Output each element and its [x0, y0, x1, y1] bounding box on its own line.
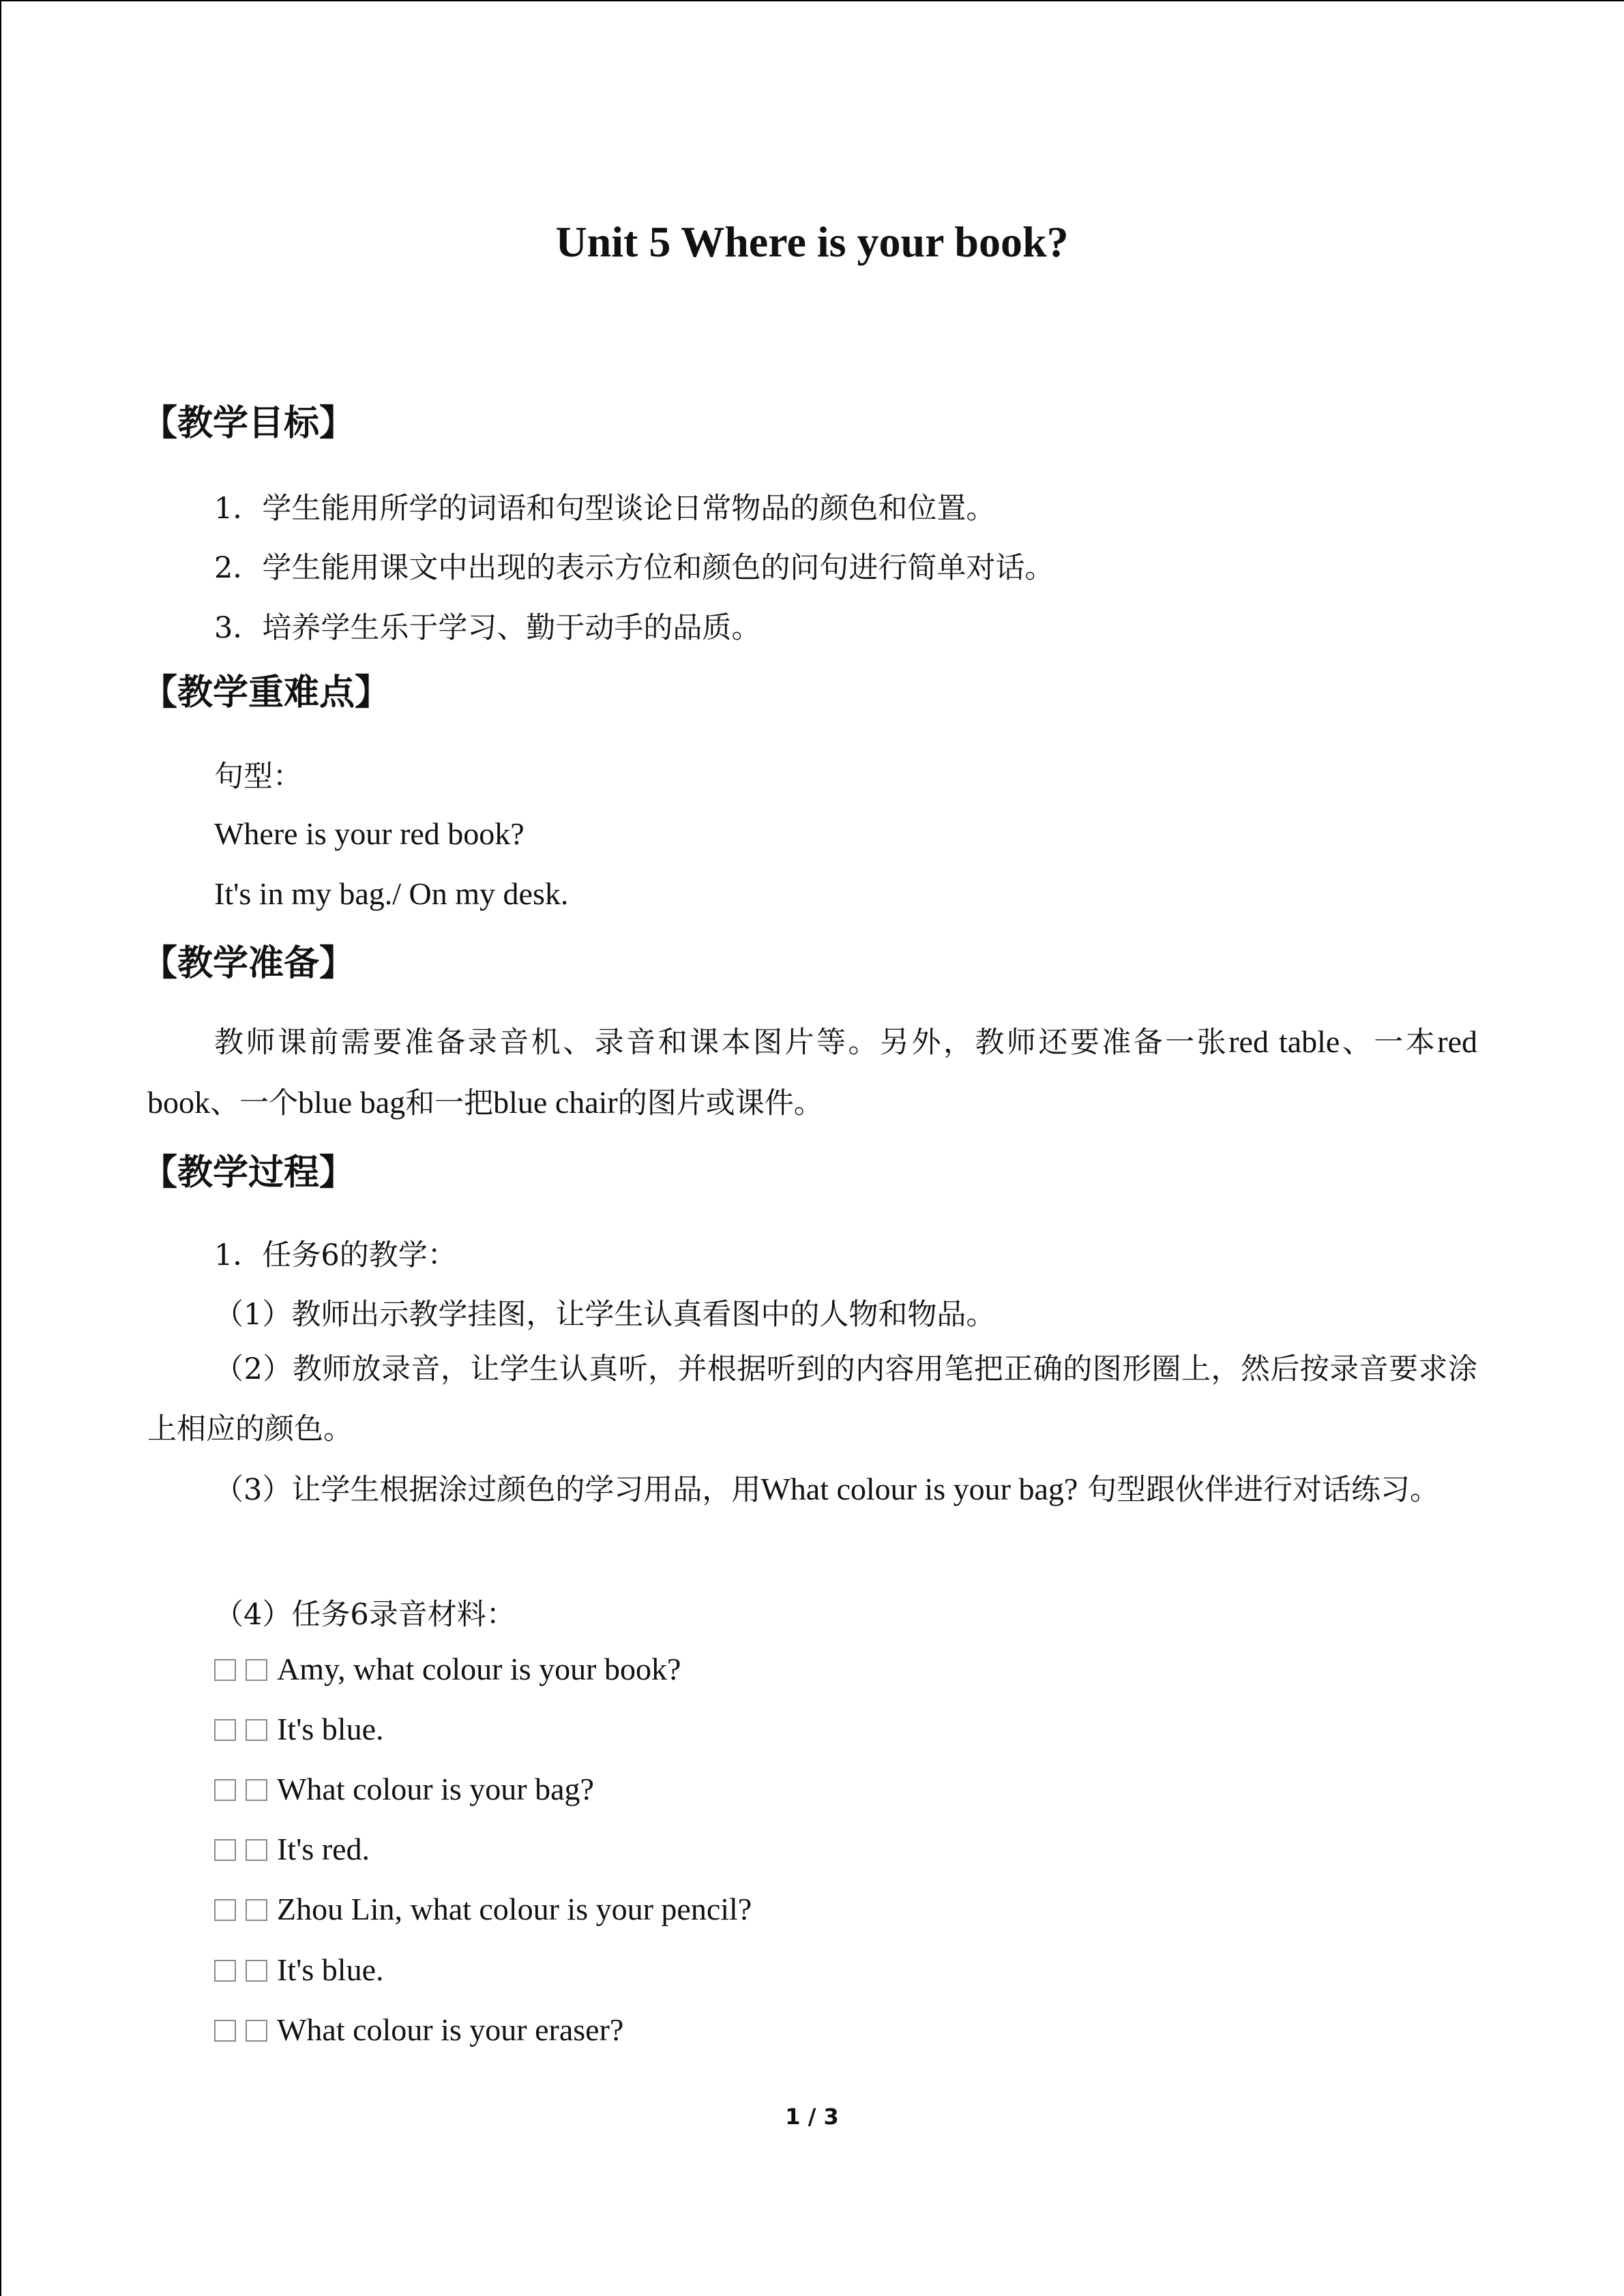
heading-preparation: 【教学准备】	[142, 943, 355, 984]
box-icon	[246, 1960, 267, 1982]
box-icon	[246, 1839, 267, 1861]
dialogue-line: It's red.	[214, 1831, 370, 1867]
key-sentence-2: It's in my bag./ On my desk.	[214, 876, 569, 911]
objective-item-3: 3．培养学生乐于学习、勤于动手的品质。	[214, 611, 761, 645]
box-icon	[246, 1899, 267, 1921]
box-icon	[214, 1779, 236, 1801]
dialogue-line: What colour is your eraser?	[214, 2012, 623, 2048]
dialogue-line: It's blue.	[214, 1952, 384, 1988]
dialogue-line: Zhou Lin, what colour is your pencil?	[214, 1891, 752, 1927]
process-step-1: （1）教师出示教学挂图，让学生认真看图中的人物和物品。	[214, 1298, 996, 1332]
box-icon	[214, 2020, 236, 2042]
page-number: 1 / 3	[785, 2104, 839, 2130]
process-step-4: （4）任务6录音材料：	[214, 1598, 516, 1632]
box-icon	[246, 1719, 267, 1741]
box-icon	[246, 1779, 267, 1801]
box-icon	[246, 2020, 267, 2042]
page-title: Unit 5 Where is your book?	[555, 218, 1069, 266]
box-icon	[214, 1719, 236, 1741]
dialogue-line: Amy, what colour is your book?	[214, 1651, 681, 1687]
box-icon	[214, 1659, 236, 1681]
key-sentence-1: Where is your red book?	[214, 816, 525, 851]
box-icon	[246, 1659, 267, 1681]
key-points-label: 句型：	[214, 760, 302, 794]
box-icon	[214, 1899, 236, 1921]
objective-item-2: 2．学生能用课文中出现的表示方位和颜色的问句进行简单对话。	[214, 551, 1054, 585]
heading-process: 【教学过程】	[142, 1152, 355, 1193]
box-icon	[214, 1839, 236, 1861]
dialogue-line: What colour is your bag?	[214, 1771, 594, 1807]
objective-item-1: 1．学生能用所学的词语和句型谈论日常物品的颜色和位置。	[214, 492, 996, 526]
dialogue-line: It's blue.	[214, 1711, 384, 1747]
process-step-2: （2）教师放录音，让学生认真听，并根据听到的内容用笔把正确的图形圈上，然后按录音要求涂上相应的颜色。	[147, 1352, 1477, 1446]
process-step-3: （3）让学生根据涂过颜色的学习用品，用What colour is your bag? 句型跟伙伴进行对话练习。	[214, 1472, 1439, 1507]
heading-key-points: 【教学重难点】	[142, 672, 391, 713]
process-task-title: 1．任务6的教学：	[214, 1238, 457, 1272]
preparation-paragraph: 教师课前需要准备录音机、录音和课本图片等。另外，教师还要准备一张red table、一本red book、一个blue bag和一把blue chair的图片或课件。	[147, 1024, 1477, 1120]
heading-objectives: 【教学目标】	[142, 403, 355, 444]
box-icon	[214, 1960, 236, 1982]
